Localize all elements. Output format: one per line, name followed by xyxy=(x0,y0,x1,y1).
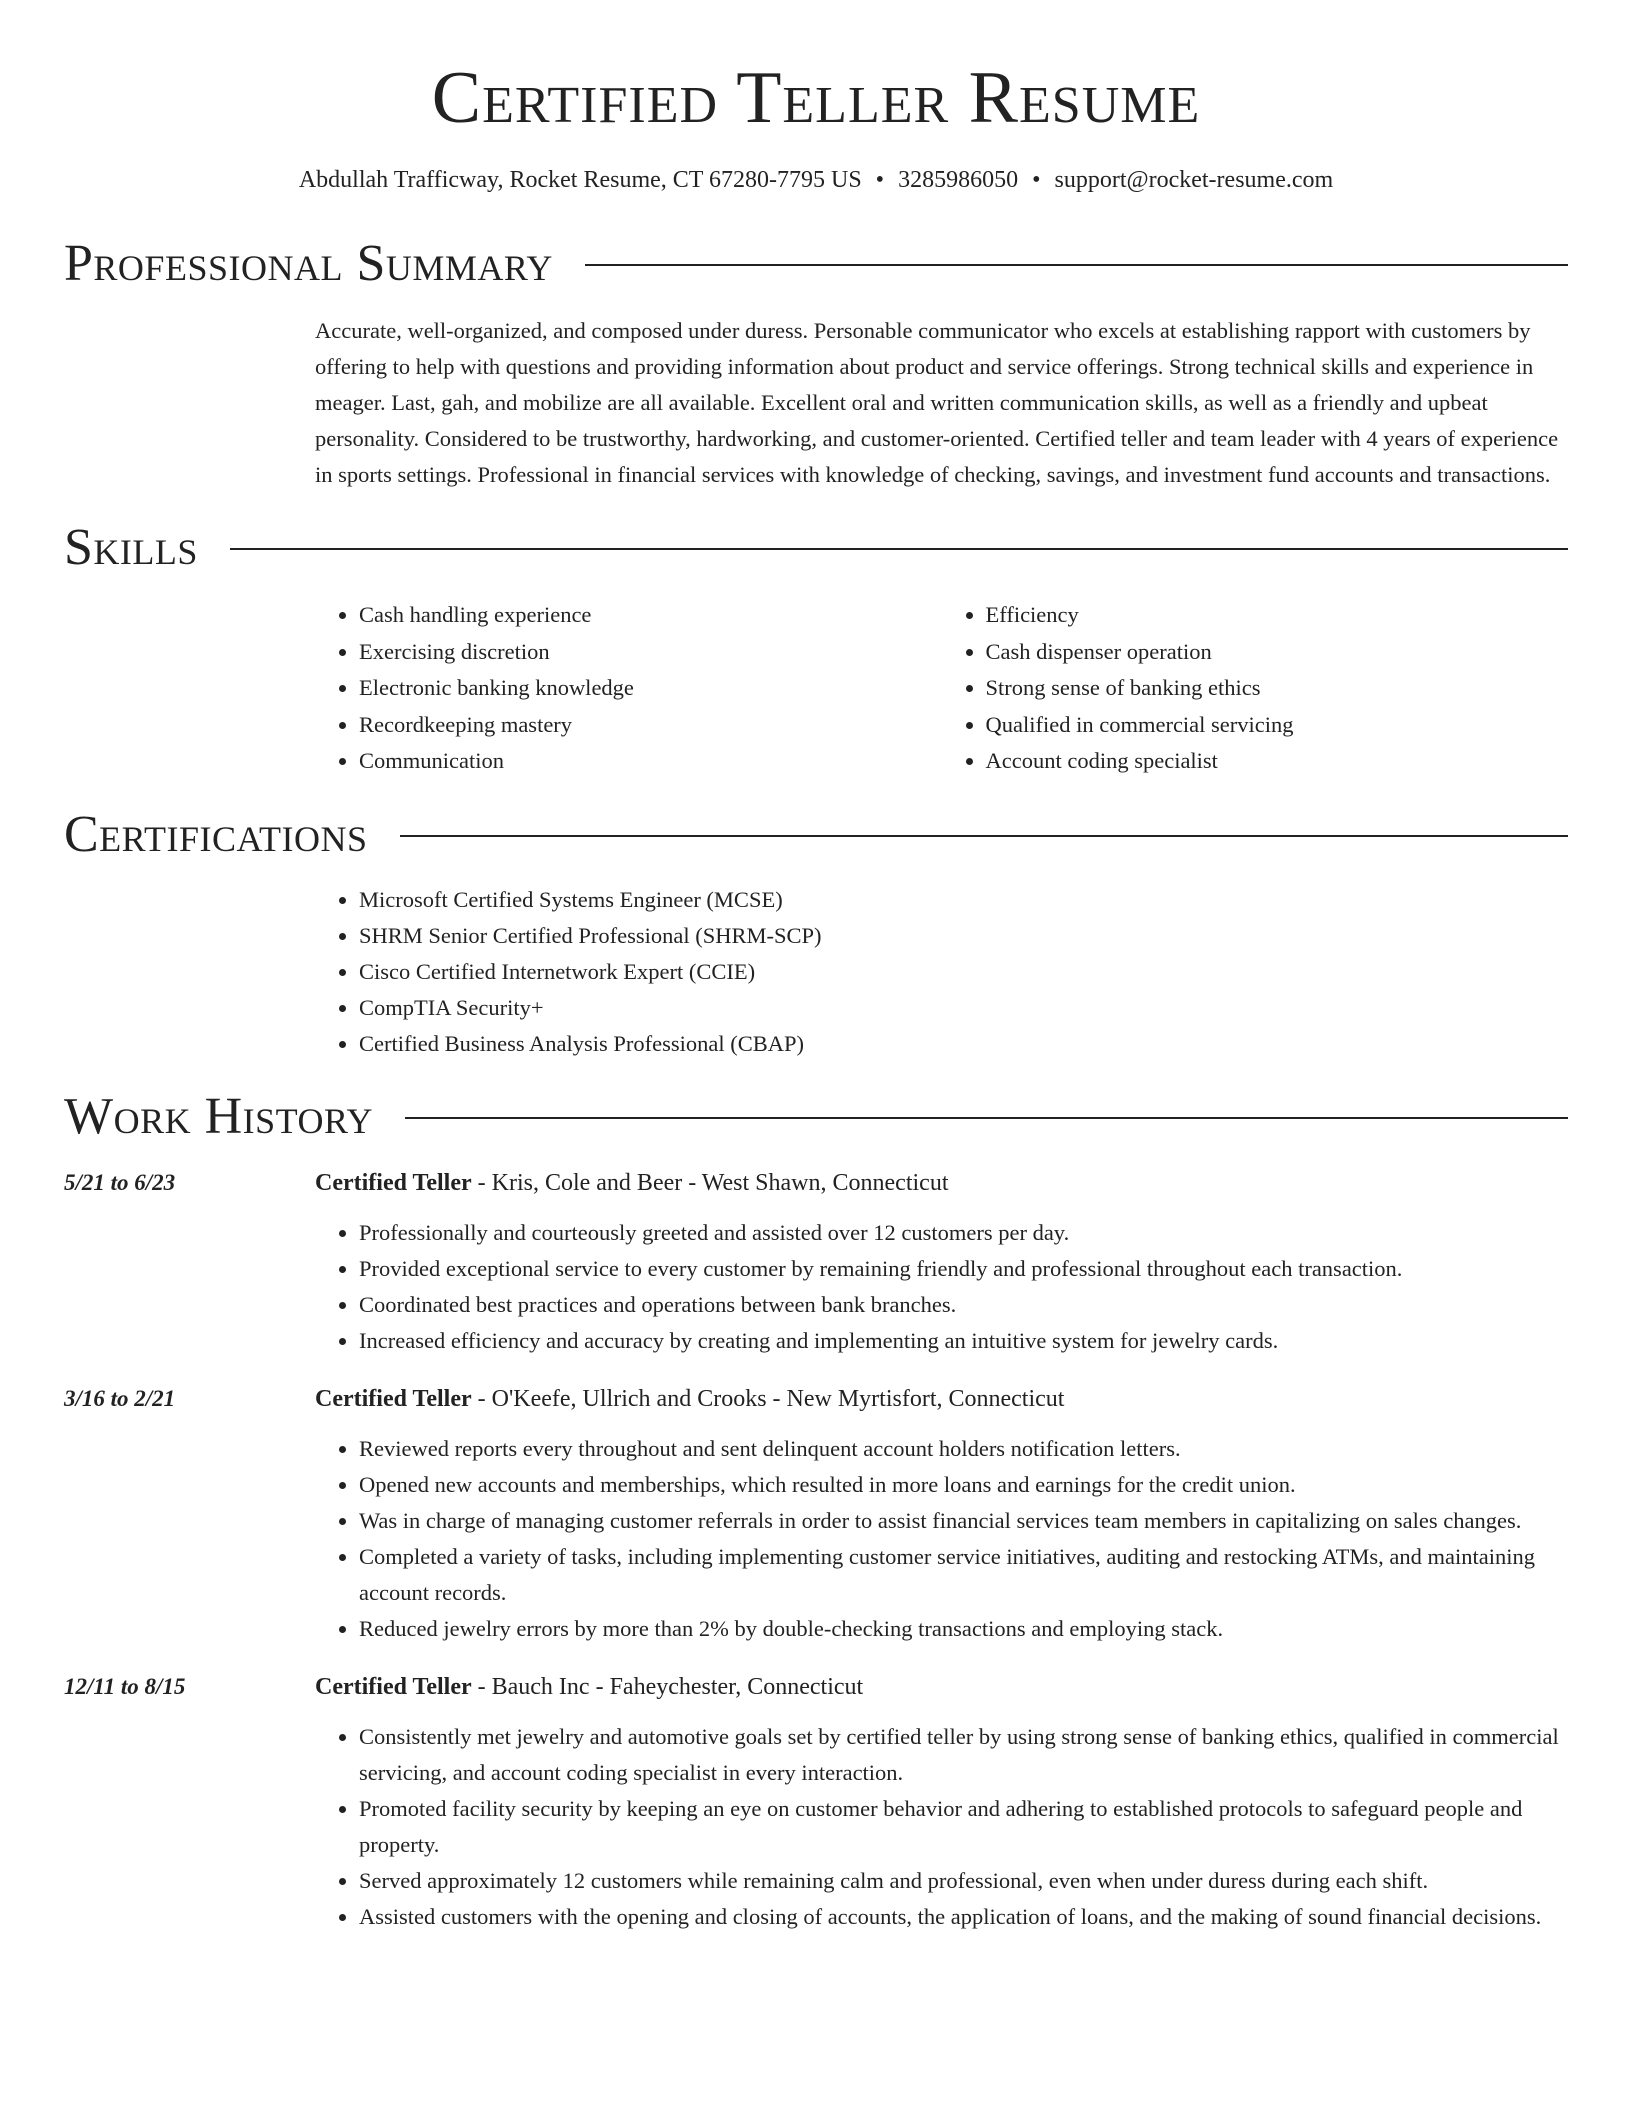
certifications-content xyxy=(315,882,1568,1062)
job-role: Certified Teller xyxy=(315,1169,472,1196)
section-divider xyxy=(400,835,1568,837)
section-heading-skills: Skills xyxy=(64,518,198,576)
job-heading xyxy=(315,1165,1568,1201)
summary-text: Accurate, well-organized, and composed under duress. Personable communicator who excels at establishing rapport with customers by offering to help with questions and providing information about product and service offerings. Strong technical skills and experience in meager. Last, gah, and mobilize are all available. Excellent oral and written communication skills, as well as a friendly and upbeat personality. Considered to be trustworthy, hardworking, and customer-oriented. Certified teller and team leader with 4 years of experience in sports settings. Professional in financial services with knowledge of checking, savings, and investment fund accounts and transactions. xyxy=(315,317,1559,487)
skills-list-left xyxy=(315,597,942,780)
contact-phone: 3285986050 xyxy=(898,167,1019,194)
job-dates: 3/16 to 2/21 xyxy=(64,1385,176,1411)
job-bullet: • Was in charge of managing customer referrals in order to assist financial services team members in capitalizing on sales changes. xyxy=(359,1503,1568,1539)
job-heading xyxy=(315,1381,1568,1417)
certifications-heading-row xyxy=(64,804,1568,866)
job-entry xyxy=(64,1381,1568,1647)
work-history-heading-row xyxy=(64,1086,1568,1148)
summary-section xyxy=(64,233,1568,493)
job-dates: 12/11 to 8/15 xyxy=(64,1673,186,1699)
skills-columns xyxy=(315,597,1568,780)
job-entry xyxy=(64,1669,1568,1935)
skill-item: • Qualified in commercial servicing xyxy=(986,707,1569,744)
job-body xyxy=(315,1669,1568,1935)
job-bullet: • Reduced jewelry errors by more than 2% by double-checking transactions and employing stack. xyxy=(359,1611,1568,1647)
contact-address: Abdullah Trafficway, Rocket Resume, CT 67280-7795 US xyxy=(298,167,862,194)
certification-item: • CompTIA Security+ xyxy=(359,990,1568,1026)
job-bullet: • Consistently met jewelry and automotive goals set by certified teller by using strong sense of banking ethics, qualified in commercial servicing, and account coding specialist in every interaction. xyxy=(359,1719,1568,1791)
contact-separator: • xyxy=(1032,167,1041,194)
job-bullet: • Served approximately 12 customers while remaining calm and professional, even when under duress during each shift. xyxy=(359,1863,1568,1899)
job-employer: - Kris, Cole and Beer - West Shawn, Connecticut xyxy=(471,1169,949,1196)
job-bullet: • Professionally and courteously greeted and assisted over 12 customers per day. xyxy=(359,1215,1568,1251)
job-dates: 5/21 to 6/23 xyxy=(64,1169,176,1195)
certification-item: • Certified Business Analysis Professional (CBAP) xyxy=(359,1026,1568,1062)
work-history-section xyxy=(64,1086,1568,1934)
section-divider xyxy=(405,1117,1568,1119)
job-body xyxy=(315,1165,1568,1359)
skill-item: • Communication xyxy=(359,743,942,780)
section-divider xyxy=(230,548,1568,550)
job-bullet: • Coordinated best practices and operations between bank branches. xyxy=(359,1287,1568,1323)
skill-item: • Cash dispenser operation xyxy=(986,634,1569,671)
job-bullet: • Increased efficiency and accuracy by creating and implementing an intuitive system for jewelry cards. xyxy=(359,1323,1568,1359)
job-employer: - Bauch Inc - Faheychester, Connecticut xyxy=(471,1673,864,1700)
certifications-list xyxy=(315,882,1568,1062)
skills-list-right xyxy=(942,597,1569,780)
job-body xyxy=(315,1381,1568,1647)
job-bullet: • Reviewed reports every throughout and sent delinquent account holders notification letters. xyxy=(359,1431,1568,1467)
skill-item: • Strong sense of banking ethics xyxy=(986,670,1569,707)
section-heading-work-history: Work History xyxy=(64,1088,374,1146)
job-heading xyxy=(315,1669,1568,1705)
section-divider xyxy=(585,264,1568,266)
job-bullet: • Opened new accounts and memberships, which resulted in more loans and earnings for the credit union. xyxy=(359,1467,1568,1503)
job-bullet: • Promoted facility security by keeping an eye on customer behavior and adhering to established protocols to safeguard people and property. xyxy=(359,1791,1568,1863)
job-bullets xyxy=(315,1215,1568,1359)
certification-item: • Microsoft Certified Systems Engineer (MCSE) xyxy=(359,882,1568,918)
skill-item: • Recordkeeping mastery xyxy=(359,707,942,744)
certifications-section xyxy=(64,804,1568,1062)
resume-title: Certified Teller Resume xyxy=(431,57,1201,139)
skills-heading-row xyxy=(64,517,1568,579)
certification-item: • Cisco Certified Internetwork Expert (CCIE) xyxy=(359,954,1568,990)
job-role: Certified Teller xyxy=(315,1385,472,1412)
skill-item: • Account coding specialist xyxy=(986,743,1569,780)
skill-item: • Efficiency xyxy=(986,597,1569,634)
section-heading-summary: Professional Summary xyxy=(64,234,553,292)
contact-line xyxy=(64,165,1568,196)
summary-heading-row xyxy=(64,233,1568,295)
job-entry xyxy=(64,1165,1568,1359)
job-role: Certified Teller xyxy=(315,1673,472,1700)
job-bullet: • Provided exceptional service to every customer by remaining friendly and professional throughout each transaction. xyxy=(359,1251,1568,1287)
certification-item: • SHRM Senior Certified Professional (SHRM-SCP) xyxy=(359,918,1568,954)
job-bullets xyxy=(315,1719,1568,1935)
job-employer: - O'Keefe, Ullrich and Crooks - New Myrtisfort, Connecticut xyxy=(471,1385,1065,1412)
job-bullet: • Completed a variety of tasks, including implementing customer service initiatives, auditing and restocking ATMs, and maintaining account records. xyxy=(359,1539,1568,1611)
job-bullet: • Assisted customers with the opening and closing of accounts, the application of loans, and the making of sound financial decisions. xyxy=(359,1899,1568,1935)
contact-separator: • xyxy=(875,167,885,194)
skill-item: • Electronic banking knowledge xyxy=(359,670,942,707)
contact-email: support@rocket-resume.com xyxy=(1054,167,1334,194)
skill-item: • Cash handling experience xyxy=(359,597,942,634)
skill-item: • Exercising discretion xyxy=(359,634,942,671)
job-bullets xyxy=(315,1431,1568,1647)
section-heading-certifications: Certifications xyxy=(64,805,368,863)
skills-section xyxy=(64,517,1568,780)
